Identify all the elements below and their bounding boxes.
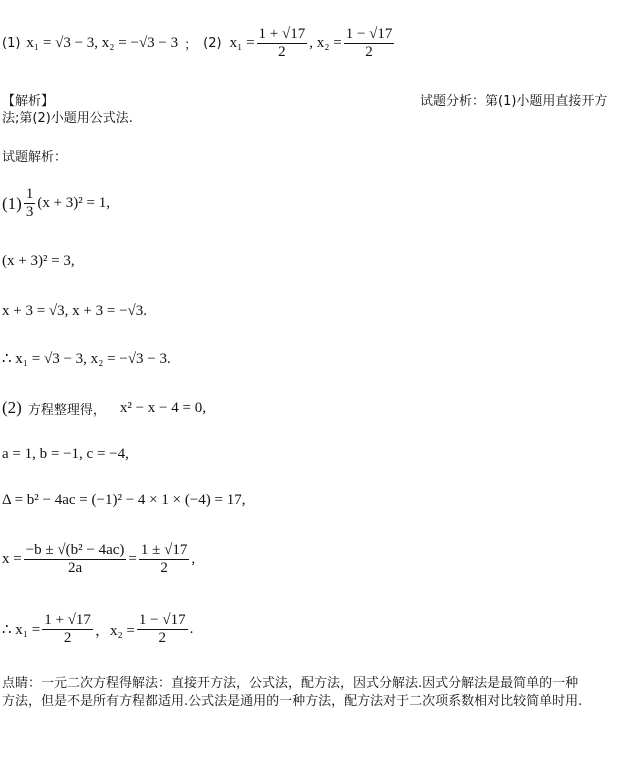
answer-part1-label: (1) xyxy=(2,36,21,51)
solution-heading: 试题解析： xyxy=(2,150,68,165)
solution-step-6: a = 1, b = −1, c = −4, xyxy=(2,446,129,462)
analysis-intro: 试题分析：第(1)小题用直接开方 xyxy=(420,94,608,109)
step-9-x2: ，x₂ = xyxy=(94,623,135,639)
fraction-numerator: 1 xyxy=(25,186,34,202)
step-5-label: (2) xyxy=(2,398,22,417)
answer-separator: ； xyxy=(184,38,198,53)
answer-line xyxy=(2,26,396,61)
fraction-numerator: 1 ± √17 xyxy=(140,542,188,558)
solution-step-4: ∴ x₁ = √3 − 3, x₂ = −√3 − 3. xyxy=(2,351,171,367)
answer-part2-x1: x₁ = xyxy=(229,35,255,51)
comment-line-1: 点睛：一元二次方程得解法：直接开方法，公式法，配方法，因式分解法.因式分解法是最简单的一种 xyxy=(2,676,579,691)
step-1-equation: (x + 3)² = 1, xyxy=(37,195,110,211)
one-third-fraction xyxy=(24,186,36,221)
fraction-denominator: 2a xyxy=(67,560,83,576)
analysis-intro-continued: 法;第(2)小题用公式法. xyxy=(2,111,133,126)
fraction-denominator: 2 xyxy=(160,560,168,576)
answer-x2-fraction xyxy=(344,26,395,61)
x1-fraction xyxy=(42,612,93,647)
fraction-denominator: 3 xyxy=(25,204,34,220)
fraction-denominator: 2 xyxy=(365,44,373,60)
solution-step-8 xyxy=(2,542,195,577)
fraction-denominator: 2 xyxy=(278,44,286,60)
answer-part2-x2: , x₂ = xyxy=(309,35,342,51)
quadratic-formula-fraction xyxy=(24,542,127,577)
step-1-label: (1) xyxy=(2,193,22,213)
result-fraction xyxy=(139,542,189,577)
step-9-x1: ∴ x₁ = xyxy=(2,622,41,638)
analysis-heading: 【解析】 xyxy=(2,94,55,109)
solution-step-9 xyxy=(2,612,193,647)
step-5-text: 方程整理得， xyxy=(27,402,106,418)
fraction-numerator: 1 + √17 xyxy=(258,26,306,42)
step-8-end: , xyxy=(191,551,196,567)
fraction-numerator: 1 − √17 xyxy=(138,612,186,628)
fraction-numerator: 1 + √17 xyxy=(44,612,91,628)
solution-step-7: Δ = b² − 4ac = (−1)² − 4 × 1 × (−4) = 17, xyxy=(2,492,246,508)
step-5-equation: x² − x − 4 = 0, xyxy=(119,399,206,416)
fraction-denominator: 2 xyxy=(63,630,72,646)
answer-part2-label: (2) xyxy=(203,36,222,51)
step-8-equals: = xyxy=(128,551,137,567)
fraction-numerator: −b ± √(b² − 4ac) xyxy=(25,542,125,558)
solution-step-3: x + 3 = √3, x + 3 = −√3. xyxy=(2,303,148,319)
solution-step-5 xyxy=(2,398,206,418)
answer-part1-math: x₁ = √3 − 3, x₂ = −√3 − 3 xyxy=(26,35,179,51)
comment-line-2: 方法，但是不是所有方程都适用.公式法是通用的一种方法，配方法对于二次项系数相对比较简单时用. xyxy=(2,694,583,709)
answer-x1-fraction xyxy=(257,26,308,61)
solution-step-2: (x + 3)² = 3, xyxy=(2,253,75,269)
fraction-denominator: 2 xyxy=(158,630,166,646)
solution-step-1 xyxy=(2,186,110,221)
fraction-numerator: 1 − √17 xyxy=(345,26,393,42)
x2-fraction xyxy=(137,612,188,647)
step-9-end: . xyxy=(189,621,194,637)
step-8-x: x = xyxy=(2,551,22,567)
